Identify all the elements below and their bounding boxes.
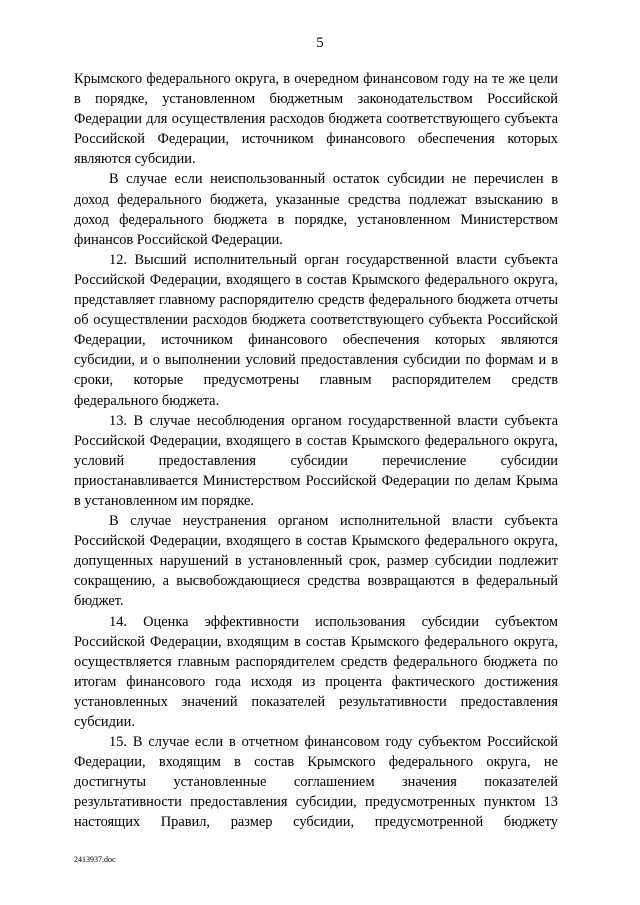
document-body bbox=[74, 69, 558, 833]
paragraph-violation-not-remedied: В случае неустранения органом исполнительной власти субъекта Российской Федерации, входящего в состав Крымского федерального округа, допущенных нарушений в установленный срок, размер субсидии подлежит сокращению, а высвобождающиеся средства возвращаются в федеральный бюджет. bbox=[74, 513, 558, 610]
paragraph-continuation: Крымского федерального округа, в очередном финансовом году на те же цели в порядке, установленном бюджетным законодательством Российской Федерации для осуществления расходов бюджета соответствующего субъекта Российской Федерации, источником финансового обеспечения которых являются субсидии. bbox=[74, 71, 558, 168]
page-number: 5 bbox=[316, 35, 324, 51]
paragraph-clause-14: 14. Оценка эффективности использования субсидии субъектом Российской Федерации, входящим в состав Крымского федерального округа, осуществляется главным распорядителем средств федерального бюджета по итогам финансового года исходя из процента фактического достижения установленных значений показателей результативности предоставления субсидии. bbox=[74, 613, 558, 730]
paragraph-unspent-balance: В случае если неиспользованный остаток субсидии не перечислен в доход федерального бюджета, указанные средства подлежат взысканию в доход федерального бюджета в порядке, установленном Министерством финансов Российской Федерации. bbox=[74, 171, 558, 248]
footer-doc-id: 2413937.doc bbox=[74, 855, 116, 864]
paragraph-clause-13: 13. В случае несоблюдения органом государственной власти субъекта Российской Федерации, входящего в состав Крымского федерального округа, условий предоставления субсидии перечисление субсидии приостанавливается Министерством Российской Федерации по делам Крыма в установленном им порядке. bbox=[74, 412, 558, 509]
paragraph-clause-12: 12. Высший исполнительный орган государственной власти субъекта Российской Федерации, входящего в состав Крымского федерального округа, представляет главному распорядителю средств федерального бюджета отчеты об осуществлении расходов бюджета соответствующего субъекта Российской Федерации, источником финансового обеспечения которых являются субсидии, и о выполнении условий предоставления субсидии по формам и в сроки, которые предусмотрены главным распорядителем средств федерального бюджета. bbox=[74, 251, 558, 409]
paragraph-clause-15: 15. В случае если в отчетном финансовом году субъектом Российской Федерации, входящим в состав Крымского федерального округа, не достигнуты установленные соглашением значения показателей результативности предоставления субсидии, предусмотренных пунктом 13 настоящих Правил, размер субсидии, предусмотренной бюджету bbox=[74, 734, 558, 831]
